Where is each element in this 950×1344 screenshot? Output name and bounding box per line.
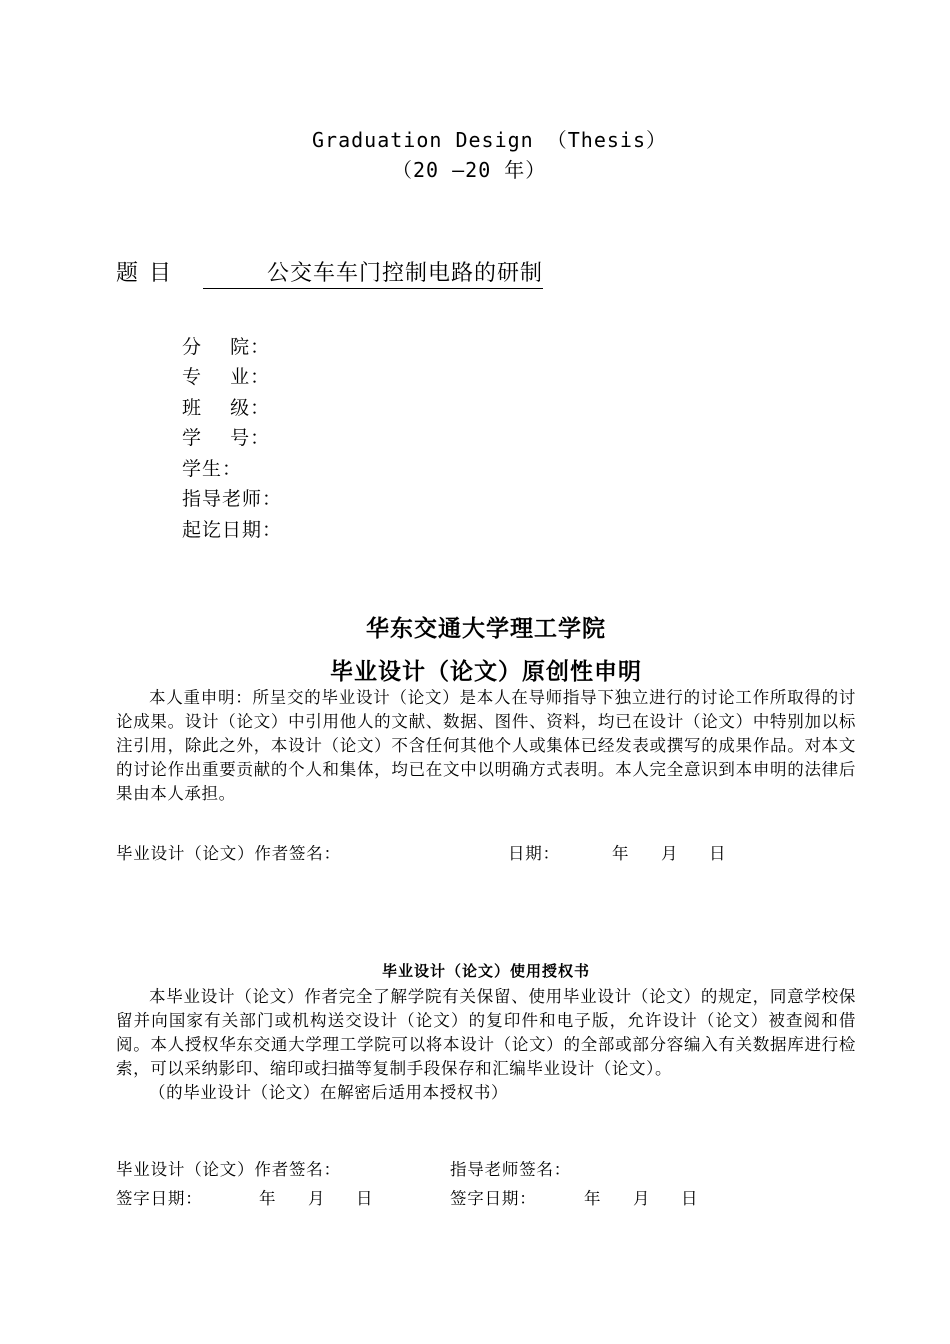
field-date-range: 起讫日期：: [182, 519, 283, 541]
authorization-left-day: 日: [356, 1189, 374, 1208]
authorization-sign-date-left: 签字日期：: [116, 1189, 203, 1208]
field-department: 分 院：: [182, 336, 271, 358]
field-student: 学生：: [182, 458, 243, 480]
authorization-right-month: 月: [633, 1189, 651, 1208]
field-advisor: 指导老师：: [182, 488, 283, 510]
field-class: 班 级：: [182, 397, 271, 419]
authorization-note: （的毕业设计（论文）在解密后适用本授权书）: [149, 1083, 509, 1102]
authorization-left-year: 年: [259, 1189, 277, 1208]
authorization-sign-date-right: 签字日期：: [450, 1189, 537, 1208]
declaration-title: 毕业设计（论文）原创性申明: [330, 659, 642, 685]
field-student-id: 学 号：: [182, 427, 271, 449]
authorization-right-day: 日: [681, 1189, 699, 1208]
authorization-author-signature: 毕业设计（论文）作者签名：: [116, 1160, 341, 1179]
declaration-day: 日: [709, 844, 727, 863]
school-name: 华东交通大学理工学院: [366, 616, 606, 642]
declaration-author-signature: 毕业设计（论文）作者签名：: [116, 844, 341, 863]
thesis-title-english: Graduation Design （Thesis）: [312, 128, 667, 152]
topic-value: 公交车车门控制电路的研制: [203, 256, 543, 289]
declaration-date-label: 日期：: [508, 844, 560, 863]
authorization-paragraph: 本毕业设计（论文）作者完全了解学院有关保留、使用毕业设计（论文）的规定，同意学校保留并向国家有关部门或机构送交设计（论文）的复印件和电子版，允许设计（论文）被查阅和借阅。本人授权华东交通大学理工学院可以将本设计（论文）的全部或部分容编入有关数据库进行检索，可以采纳影印、缩印或扫描等复制手段保存和汇编毕业设计（论文）。: [116, 987, 856, 1078]
authorization-right-year: 年: [584, 1189, 602, 1208]
thesis-years: （20 —20 年）: [392, 158, 547, 182]
declaration-body: [116, 686, 856, 806]
declaration-paragraph: 本人重申明：所呈交的毕业设计（论文）是本人在导师指导下独立进行的讨论工作所取得的讨论成果。设计（论文）中引用他人的文献、数据、图件、资料，均已在设计（论文）中特别加以标注引用，除此之外，本设计（论文）不含任何其他个人或集体已经发表或撰写的成果作品。对本文的讨论作出重要贡献的个人和集体，均已在文中以明确方式表明。本人完全意识到本申明的法律后果由本人承担。: [116, 688, 856, 803]
declaration-year: 年: [612, 844, 630, 863]
authorization-advisor-signature: 指导老师签名：: [450, 1160, 572, 1179]
field-major: 专 业：: [182, 366, 271, 388]
authorization-body: [116, 985, 856, 1105]
authorization-left-month: 月: [308, 1189, 326, 1208]
declaration-month: 月: [661, 844, 679, 863]
authorization-title: 毕业设计（论文）使用授权书: [381, 962, 590, 980]
topic-label: 题 目: [116, 261, 173, 286]
